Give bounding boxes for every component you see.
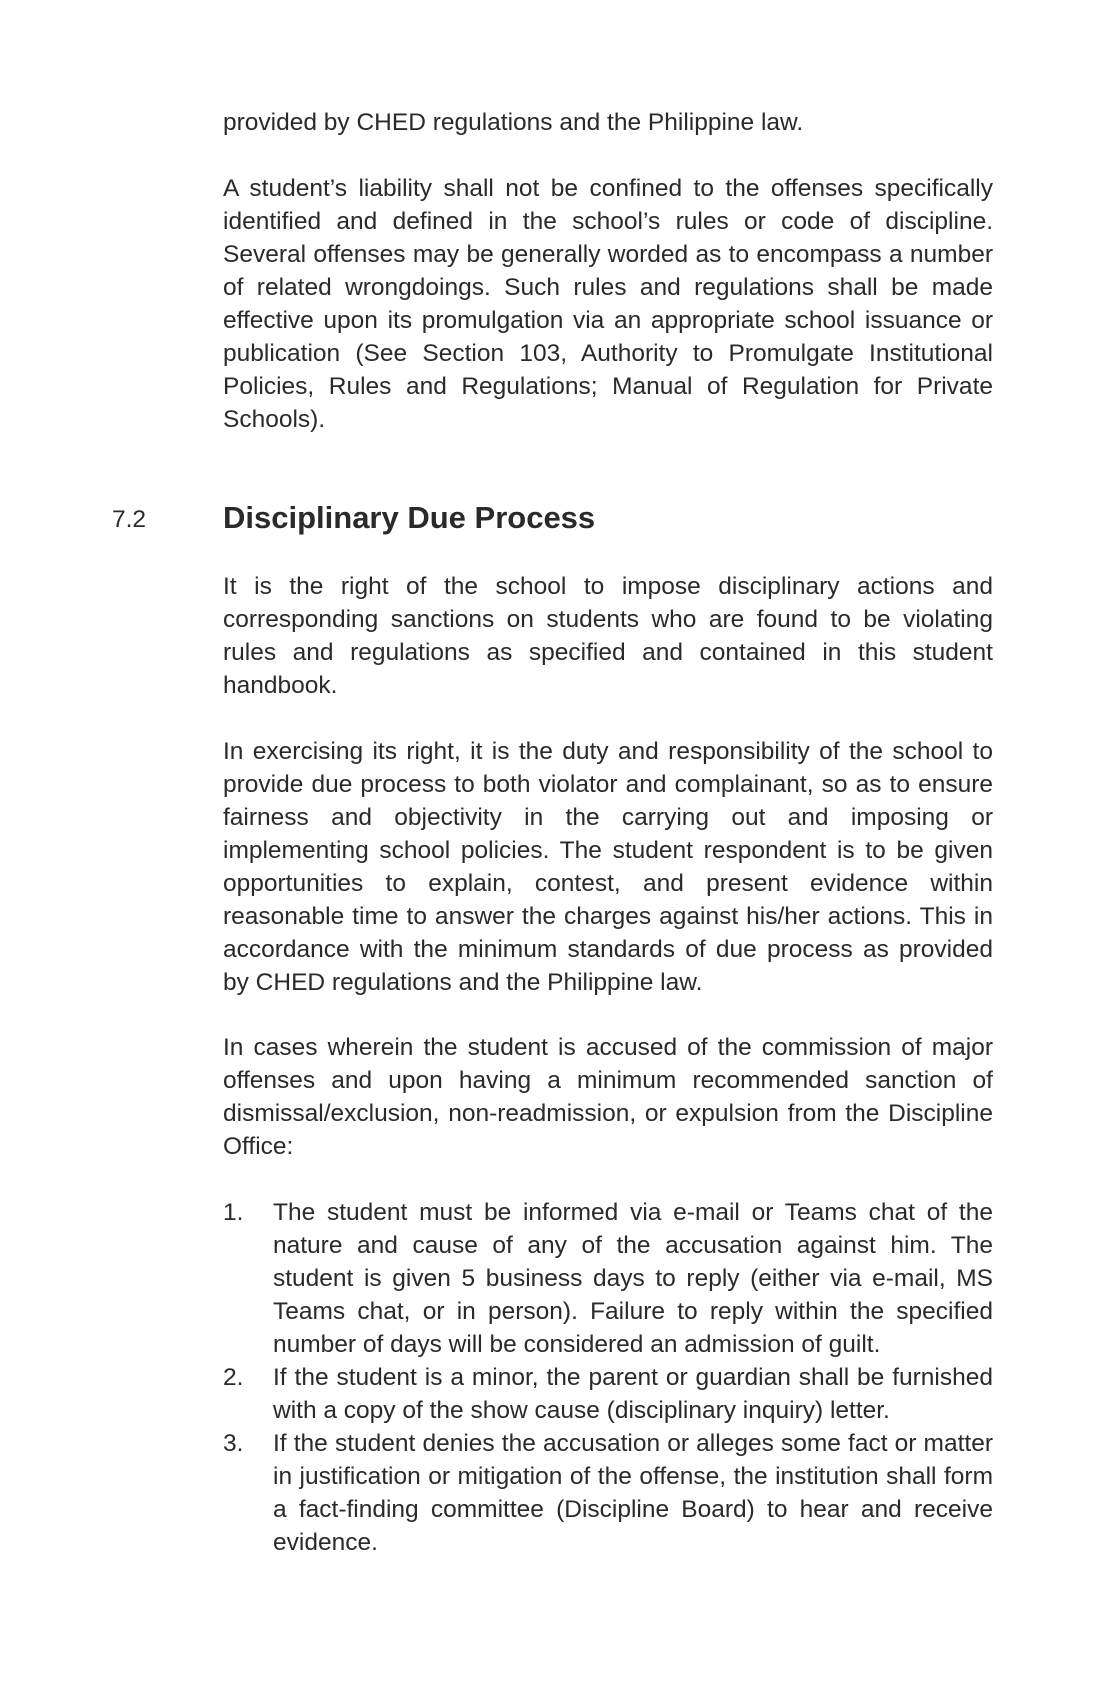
due-process-steps-list [223, 1196, 993, 1559]
list-item-number: 3. [223, 1430, 244, 1457]
list-item-text: The student must be informed via e-mail or Teams chat of the nature and cause of any of the accusation against him. The student is given 5 business days to reply (either via e-mail, MS Teams chat, or in person). Failure to reply within the specified number of days will be considered an admission of guilt. [273, 1199, 993, 1358]
list-item-text: If the student denies the accusation or alleges some fact or matter in justification or mitigation of the offense, the institution shall form a fact-finding committee (Discipline Board) to hear and receive evidence. [273, 1430, 993, 1556]
paragraph-text: It is the right of the school to impose disciplinary actions and corresponding sanctions on students who are found to be violating rules and regulations as specified and contained in this student handbook. [223, 573, 993, 699]
intro-line [223, 106, 993, 139]
section-paragraph-2 [223, 735, 993, 999]
list-item [223, 1361, 993, 1427]
list-item-number: 1. [223, 1199, 244, 1226]
list-item [223, 1196, 993, 1361]
intro-paragraph [223, 172, 993, 436]
section-paragraph-3 [223, 1031, 993, 1163]
section-number: 7.2 [112, 506, 147, 533]
paragraph-text: In exercising its right, it is the duty and responsibility of the school to provide due process to both violator and complainant, so as to ensure fairness and objectivity in the carrying out and imposing or implementing school policies. The student respondent is to be given opportunities to explain, contest, and present evidence within reasonable time to answer the charges against his/her actions. This in accordance with the minimum standards of due process as provided by CHED regulations and the Philippine law. [223, 738, 993, 996]
intro-continuation-text: provided by CHED regulations and the Philippine law. [223, 109, 804, 136]
list-item [223, 1427, 993, 1559]
section-title: Disciplinary Due Process [223, 500, 596, 535]
list-item-text: If the student is a minor, the parent or guardian shall be furnished with a copy of the show cause (disciplinary inquiry) letter. [273, 1364, 993, 1424]
liability-paragraph: A student’s liability shall not be confined to the offenses specifically identified and defined in the school’s rules or code of discipline. Several offenses may be generally worded as to encompass a number of related wrongdoings. Such rules and regulations shall be made effective upon its promulgation via an appropriate school issuance or publication (See Section 103, Authority to Promulgate Institutional Policies, Rules and Regulations; Manual of Regulation for Private Schools). [223, 175, 993, 433]
section-paragraph-1 [223, 570, 993, 702]
paragraph-text: In cases wherein the student is accused of the commission of major offenses and upon having a minimum recommended sanction of dismissal/exclusion, non-readmission, or expulsion from the Discipline Office: [223, 1034, 993, 1160]
list-item-number: 2. [223, 1364, 244, 1391]
